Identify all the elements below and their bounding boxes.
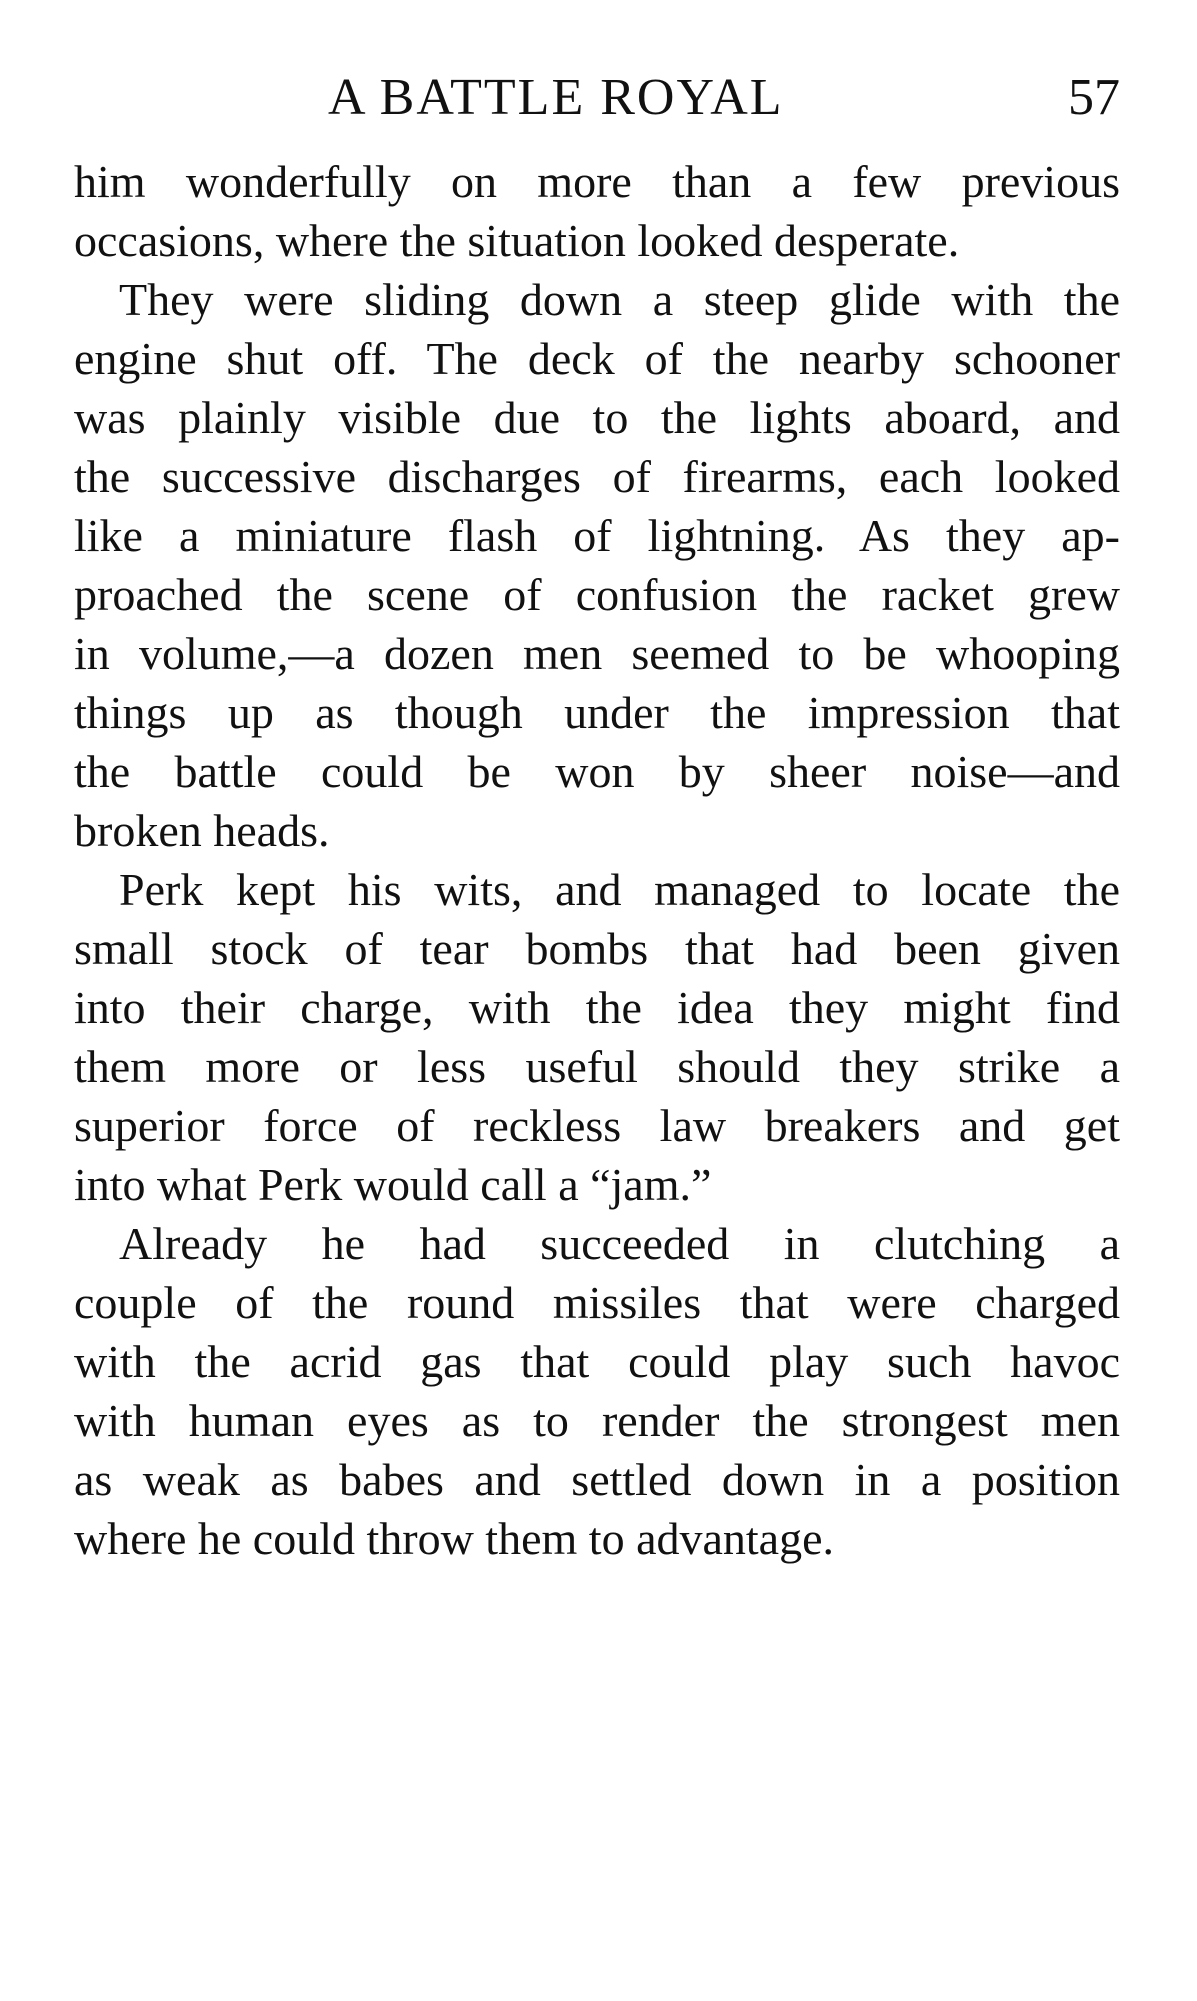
text-line: the successive discharges of firearms, each looked — [74, 451, 1120, 502]
text-line: as weak as babes and settled down in a position — [74, 1454, 1120, 1505]
text-line: superior force of reckless law breakers and get — [74, 1100, 1120, 1151]
text-line: with the acrid gas that could play such havoc — [74, 1336, 1120, 1387]
text-line: them more or less useful should they strike a — [74, 1041, 1120, 1092]
text-line: engine shut off. The deck of the nearby schooner — [74, 333, 1120, 384]
text-line: small stock of tear bombs that had been given — [74, 923, 1120, 974]
page-number: 57 — [1068, 69, 1120, 126]
text-line: into their charge, with the idea they might find — [74, 982, 1120, 1033]
text-line: Already he had succeeded in clutching a — [119, 1218, 1120, 1269]
text-line: into what Perk would call a “jam.” — [74, 1159, 712, 1210]
text-line: Perk kept his wits, and managed to locate the — [119, 864, 1120, 915]
text-line: with human eyes as to render the strongest men — [74, 1395, 1120, 1446]
running-title: A BATTLE ROYAL — [328, 69, 784, 126]
text-line: where he could throw them to advantage. — [74, 1513, 835, 1564]
text-line: in volume,—a dozen men seemed to be whooping — [74, 628, 1120, 679]
text-line: couple of the round missiles that were charged — [74, 1277, 1120, 1328]
body-text — [74, 152, 1120, 1568]
text-line: him wonderfully on more than a few previous — [74, 156, 1120, 207]
text-line: things up as though under the impression that — [74, 687, 1120, 738]
text-line: broken heads. — [74, 805, 330, 856]
text-line: like a miniature flash of lightning. As they ap- — [74, 510, 1120, 561]
text-line: the battle could be won by sheer noise—and — [74, 746, 1120, 797]
text-line: occasions, where the situation looked desperate. — [74, 215, 960, 266]
text-line: was plainly visible due to the lights aboard, and — [74, 392, 1120, 443]
text-line: They were sliding down a steep glide with the — [119, 274, 1120, 325]
page-header — [74, 66, 1120, 130]
text-line: proached the scene of confusion the racket grew — [74, 569, 1120, 620]
